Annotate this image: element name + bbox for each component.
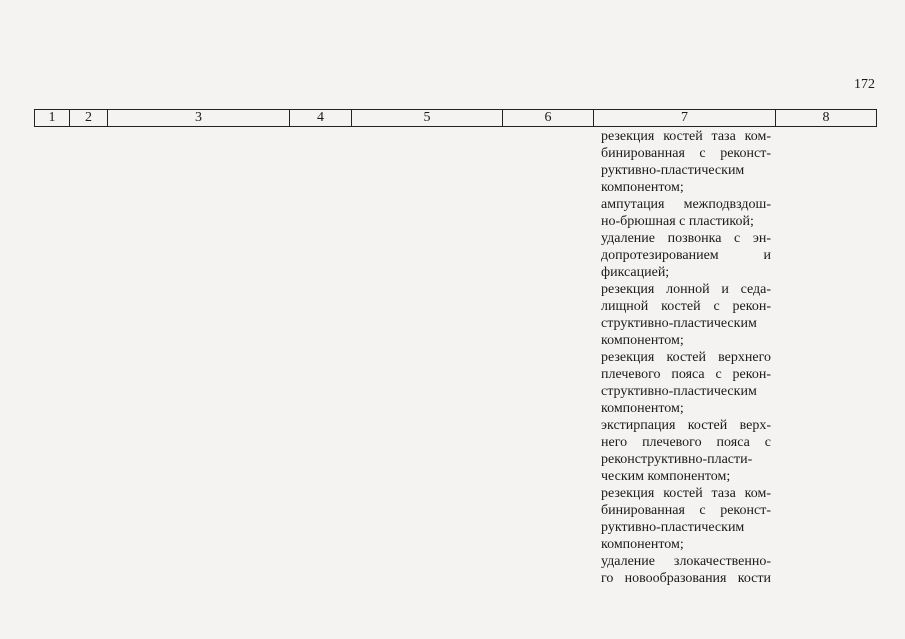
column-header-5: 5 [352, 110, 503, 127]
table-header-row [35, 110, 877, 127]
column-header-7: 7 [594, 110, 776, 127]
text-line: ампутация межподвздош- [601, 197, 771, 212]
text-line: него плечевого пояса с [601, 435, 771, 450]
column-header-6: 6 [503, 110, 594, 127]
text-line: бинированная с реконст- [601, 503, 771, 518]
text-line: структивно-пластическим [601, 384, 757, 399]
page-number: 172 [854, 77, 875, 92]
text-line: компонентом; [601, 401, 684, 416]
text-line: экстирпация костей верх- [601, 418, 771, 433]
text-line: но-брюшная с пластикой; [601, 214, 754, 229]
text-line: руктивно-пластическим [601, 520, 745, 535]
text-line: допротезированием и [601, 248, 771, 263]
text-line: удаление позвонка с эн- [601, 231, 771, 246]
text-line: го новообразования кости [601, 571, 771, 586]
text-line: руктивно-пластическим [601, 163, 745, 178]
text-line: фиксацией; [601, 265, 670, 280]
text-line: удаление злокачественно- [601, 554, 771, 569]
column-7-text [601, 128, 771, 587]
text-line: резекция костей таза ком- [601, 129, 771, 144]
column-header-1: 1 [35, 110, 70, 127]
text-line: бинированная с реконст- [601, 146, 771, 161]
text-line: компонентом; [601, 537, 684, 552]
text-line: резекция костей таза ком- [601, 486, 771, 501]
text-line: ческим компонентом; [601, 469, 731, 484]
text-line: реконструктивно-пласти- [601, 452, 753, 467]
text-line: резекция лонной и седа- [601, 282, 771, 297]
text-line: плечевого пояса с рекон- [601, 367, 771, 382]
column-header-3: 3 [108, 110, 290, 127]
text-line: структивно-пластическим [601, 316, 757, 331]
text-line: компонентом; [601, 180, 684, 195]
column-header-2: 2 [70, 110, 108, 127]
text-line: лищной костей с рекон- [601, 299, 771, 314]
table-header [34, 109, 877, 127]
text-line: компонентом; [601, 333, 684, 348]
text-line: резекция костей верхнего [601, 350, 771, 365]
column-header-4: 4 [290, 110, 352, 127]
column-header-8: 8 [776, 110, 877, 127]
